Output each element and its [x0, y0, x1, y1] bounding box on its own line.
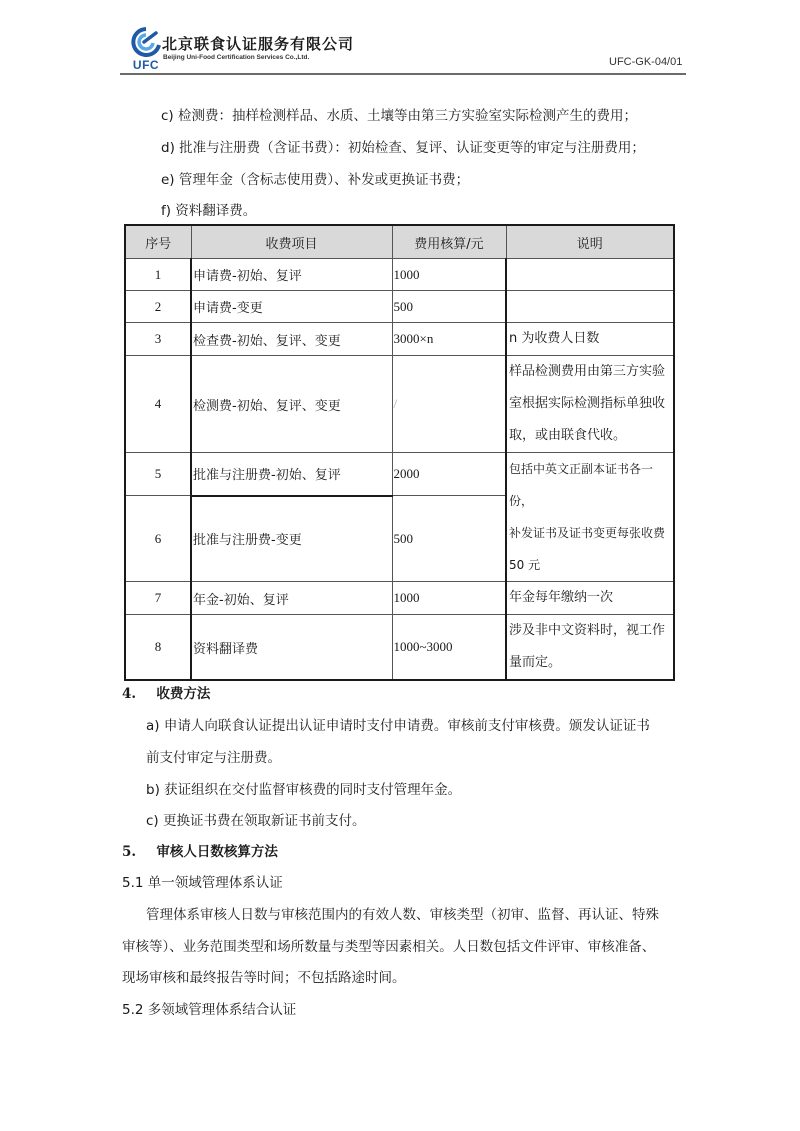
section-title: 审核人日数核算方法: [156, 844, 278, 860]
note-line: 量而定。: [509, 655, 562, 670]
section-4-heading: [122, 682, 210, 702]
cell-note: [506, 291, 674, 323]
note-line: 涉及非中文资料时，视工作: [509, 623, 666, 638]
note-line: 补发证书及证书变更每张收费: [509, 526, 666, 540]
cell-note: [506, 259, 674, 291]
cell-fee: 1000: [392, 582, 506, 615]
cell-fee: /: [392, 356, 506, 453]
note-line: 50 元: [509, 558, 541, 572]
paragraph-line: 现场审核和最终报告等时间；不包括路途时间。: [122, 970, 406, 986]
cell-item: 批准与注册费-初始、复评: [191, 453, 392, 496]
page-header: [0, 0, 800, 80]
cell-note: [506, 615, 674, 681]
table-row: [125, 323, 674, 356]
cell-no: 6: [125, 496, 191, 582]
subsection-5-2: 5.2 多领域管理体系结合认证: [122, 1002, 297, 1018]
paragraph-line: 管理体系审核人日数与审核范围内的有效人数、审核类型（初审、监督、再认证、特殊: [146, 907, 659, 923]
cell-fee: 500: [392, 496, 506, 582]
note-line: 取，或由联食代收。: [509, 428, 627, 443]
section-4-item-b: b) 获证组织在交付监督审核费的同时支付管理年金。: [146, 782, 462, 798]
cell-item: 批准与注册费-变更: [191, 496, 392, 582]
cell-note: [506, 356, 674, 453]
table-header-row: [125, 225, 674, 259]
cell-note-merged: [506, 453, 674, 582]
cell-fee: 500: [392, 291, 506, 323]
fee-item-c: c) 检测费：抽样检测样品、水质、土壤等由第三方实验室实际检测产生的费用；: [161, 108, 637, 124]
logo-text: UFC: [132, 58, 160, 72]
col-header-item: 收费项目: [191, 225, 392, 259]
cell-item: 资料翻译费: [191, 615, 392, 681]
section-title: 收费方法: [156, 686, 211, 702]
document-code: UFC-GK-04/01: [609, 56, 683, 68]
note-line: 样品检测费用由第三方实验: [509, 364, 666, 379]
cell-fee: 3000×n: [392, 323, 506, 356]
cell-no: 7: [125, 582, 191, 615]
header-divider: [120, 73, 686, 75]
fee-item-f: f) 资料翻译费。: [161, 203, 257, 219]
cell-item: 申请费-变更: [191, 291, 392, 323]
table-row: [125, 356, 674, 453]
col-header-note: 说明: [506, 225, 674, 259]
ufc-logo-icon: [130, 27, 162, 57]
cell-note: n 为收费人日数: [506, 323, 674, 356]
note-line: 包括中英文正副本证书各一份，: [509, 462, 654, 508]
table-row: [125, 582, 674, 615]
subsection-5-1: 5.1 单一领域管理体系认证: [122, 875, 283, 891]
section-4-item-a: a) 申请人向联食认证提出认证申请时支付申请费。审核前支付审核费。颁发认证证书: [146, 718, 650, 734]
company-name-en: Beijing Uni-Food Certification Services Co.,Ltd.: [163, 54, 310, 61]
table-row: [125, 259, 674, 291]
table-row: [125, 291, 674, 323]
fee-item-d: d) 批准与注册费（含证书费）：初始检查、复评、认证变更等的审定与注册费用；: [161, 140, 645, 156]
cell-item: 检查费-初始、复评、变更: [191, 323, 392, 356]
section-4-item-c: c) 更换证书费在领取新证书前支付。: [146, 813, 366, 829]
cell-item: 年金-初始、复评: [191, 582, 392, 615]
cell-no: 1: [125, 259, 191, 291]
cell-fee: 1000: [392, 259, 506, 291]
cell-item: 申请费-初始、复评: [191, 259, 392, 291]
col-header-fee: 费用核算/元: [392, 225, 506, 259]
section-number: 4.: [122, 686, 137, 702]
note-line: 室根据实际检测指标单独收: [509, 396, 666, 411]
company-name-cn: 北京联食认证服务有限公司: [162, 35, 355, 53]
cell-no: 8: [125, 615, 191, 681]
paragraph-line: 审核等）、业务范围类型和场所数量与类型等因素相关。人日数包括文件评审、审核准备、: [122, 939, 656, 955]
cell-no: 5: [125, 453, 191, 496]
cell-no: 4: [125, 356, 191, 453]
ufc-logo: [126, 27, 166, 73]
cell-note: 年金每年缴纳一次: [506, 582, 674, 615]
section-number: 5.: [122, 844, 137, 860]
table-row: [125, 615, 674, 681]
table-row: [125, 453, 674, 496]
cell-no: 2: [125, 291, 191, 323]
cell-fee: 2000: [392, 453, 506, 496]
cell-fee: 1000~3000: [392, 615, 506, 681]
cell-item: 检测费-初始、复评、变更: [191, 356, 392, 453]
section-5-heading: [122, 840, 278, 860]
fee-item-e: e) 管理年金（含标志使用费）、补发或更换证书费；: [161, 172, 470, 188]
fee-table: [124, 224, 675, 681]
cell-no: 3: [125, 323, 191, 356]
col-header-no: 序号: [125, 225, 191, 259]
section-4-item-a-cont: 前支付审定与注册费。: [146, 750, 281, 766]
